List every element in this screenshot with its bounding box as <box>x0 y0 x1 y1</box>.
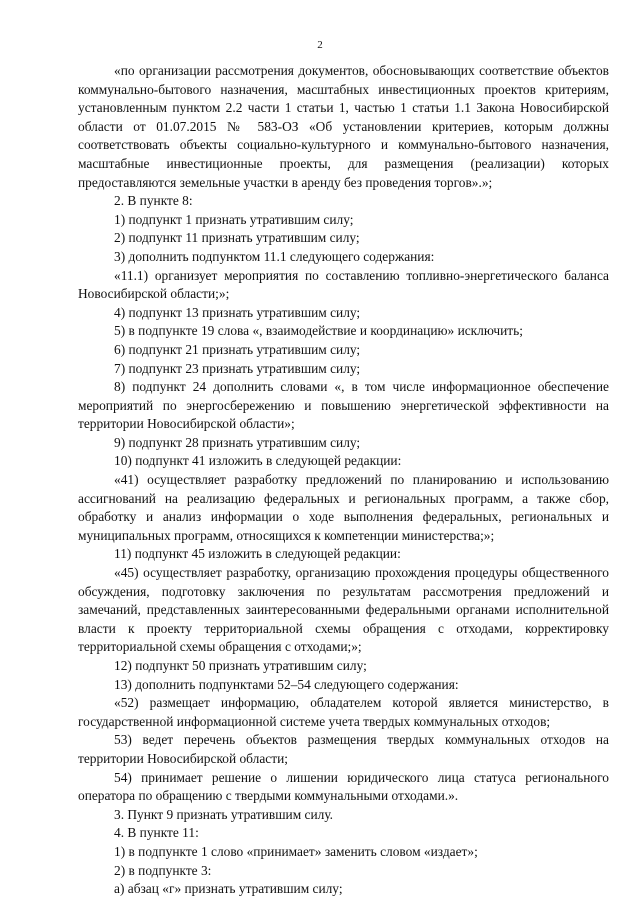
paragraph: 8) подпункт 24 дополнить словами «, в том числе информационное обеспечение мероприятий по энергосбережению и повышению энергетической эффективности на территории Новосибирской области»; <box>78 379 609 432</box>
paragraph: «52) размещает информацию, обладателем которой является министерство, в государственной информационной системе учета твердых коммунальных отходов; <box>78 695 609 729</box>
paragraph: «41) осуществляет разработку предложений по планированию и использованию ассигнований на реализацию федеральных и региональных программ, а также сбор, обработку и анализ информации о ходе выполнения федеральных, региональных и муниципальных программ, относящихся к компетенции министерства;»; <box>78 472 609 543</box>
paragraph: 2) в подпункте 3: <box>114 862 212 878</box>
paragraph: а) абзац «г» признать утратившим силу; <box>114 881 343 897</box>
paragraph: 13) дополнить подпунктами 52–54 следующего содержания: <box>114 676 459 692</box>
paragraph: 5) в подпункте 19 слова «, взаимодействие и координацию» исключить; <box>114 323 523 339</box>
paragraph: 3) дополнить подпунктом 11.1 следующего содержания: <box>114 248 435 264</box>
paragraph: 4) подпункт 13 признать утратившим силу; <box>114 304 361 320</box>
paragraph: 7) подпункт 23 признать утратившим силу; <box>114 360 361 376</box>
paragraph: 9) подпункт 28 признать утратившим силу; <box>114 434 361 450</box>
paragraph: «по организации рассмотрения документов, обосновывающих соответствие объектов коммунально-бытового назначения, масштабных инвестиционных проектов критериям, установленным пунктом 2.2 части 1 статьи 1, частью 1 статьи 1.1 Закона Новосибирской области от 01.07.2015 № 583-ОЗ «Об установлении критериев, которым должны соответствовать объекты социально-культурного и коммунально-бытового назначения, масштабные инвестиционные проекты, для размещения (реализации) которых предоставляются земельные участки в аренду без проведения торгов».»; <box>78 63 609 190</box>
paragraph: 2) подпункт 11 признать утратившим силу; <box>114 230 360 246</box>
paragraph: 11) подпункт 45 изложить в следующей редакции: <box>114 546 401 562</box>
paragraph: 1) подпункт 1 признать утратившим силу; <box>114 211 354 227</box>
paragraph: 10) подпункт 41 изложить в следующей редакции: <box>114 453 402 469</box>
paragraph: 2. В пункте 8: <box>114 193 193 209</box>
paragraph: 1) в подпункте 1 слово «принимает» заменить словом «издает»; <box>114 843 478 859</box>
page-number: 2 <box>317 39 323 51</box>
paragraph: «11.1) организует мероприятия по составлению топливно-энергетического баланса Новосибирской области;»; <box>78 267 609 302</box>
paragraph: «45) осуществляет разработку, организацию прохождения процедуры общественного обсуждения, подготовку заключения по результатам рассмотрения предложений и замечаний, представленных заинтересованными федеральными органами исполнительной власти к проекту территориальной схемы обращения с отходами, корректировку территориальной схемы обращения с отходами;»; <box>78 565 609 655</box>
document-body <box>78 62 609 899</box>
paragraph: 53) ведет перечень объектов размещения твердых коммунальных отходов на территории Новосибирской области; <box>78 732 609 766</box>
paragraph: 12) подпункт 50 признать утратившим силу; <box>114 658 367 673</box>
paragraph: 6) подпункт 21 признать утратившим силу; <box>114 341 361 357</box>
paragraph: 4. В пункте 11: <box>114 825 199 841</box>
paragraph: 3. Пункт 9 признать утратившим силу. <box>114 806 334 822</box>
paragraph: 54) принимает решение о лишении юридического лица статуса регионального оператора по обращению с твердыми коммунальными отходами.». <box>78 769 609 804</box>
